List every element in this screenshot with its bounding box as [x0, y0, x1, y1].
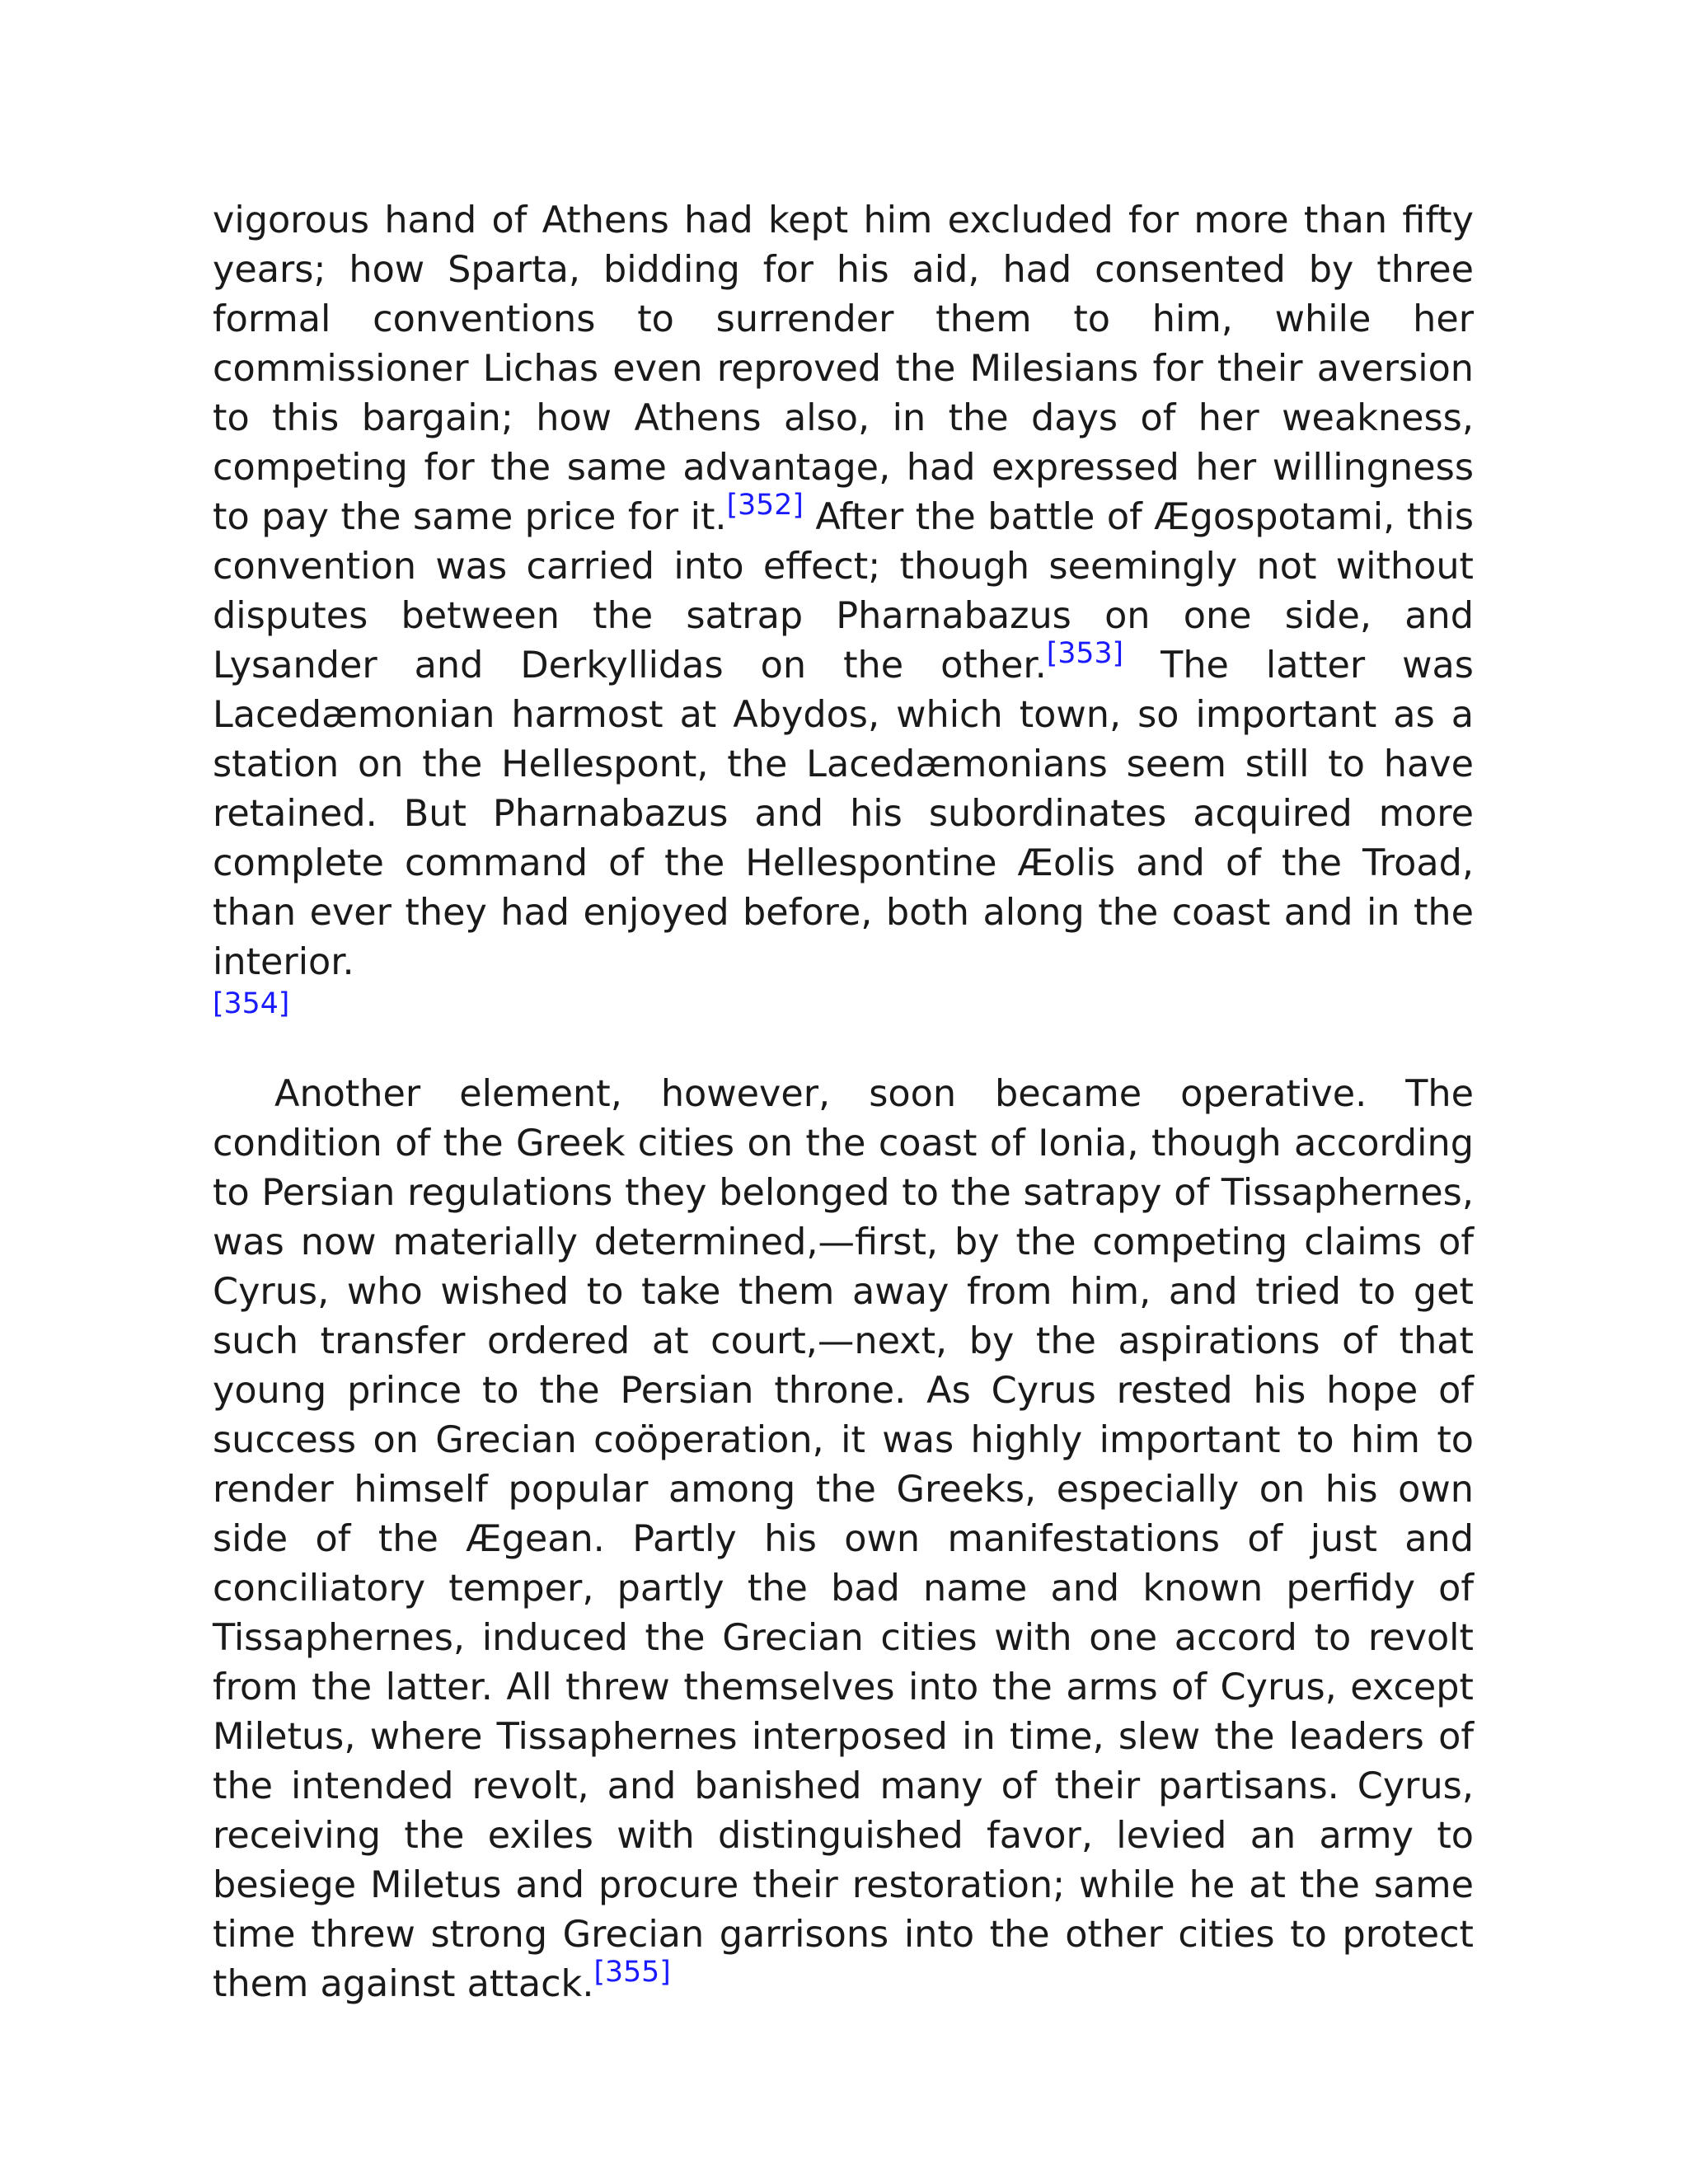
- paragraph-1-text-2: After the battle of Ægospotami, this convention was carried into effect; though seemingly not without disputes between the satrap Pharnabazus on one side, and Lysander and Derkyllidas on the other.: [213, 496, 1474, 687]
- footnote-ref-352[interactable]: [352]: [726, 488, 804, 522]
- paragraph-2: [213, 1070, 1474, 2009]
- footnote-ref-354[interactable]: [354]: [213, 987, 290, 1020]
- document-page: [213, 196, 1474, 2009]
- paragraph-1-text-1: vigorous hand of Athens had kept him excluded for more than fifty years; how Sparta, bidding for his aid, had consented by three formal conventions to surrender them to him, while her commissioner Lichas even reproved the Milesians for their aversion to this bargain; how Athens also, in the days of her weakness, competing for the same advantage, had expressed her willingness to pay the same price for it.: [213, 199, 1474, 538]
- footnote-ref-355[interactable]: [355]: [593, 1955, 671, 1989]
- paragraph-1: [213, 196, 1474, 1020]
- paragraph-1-text-3: The latter was Lacedæmonian harmost at Abydos, which town, so important as a station on the Hellespont, the Lacedæmonians seem still to have retained. But Pharnabazus and his subordinates acquired more complete command of the Hellespontine Æolis and of the Troad, than ever they had enjoyed before, both along the coast and in the interior.: [213, 644, 1474, 983]
- footnote-ref-353[interactable]: [353]: [1046, 636, 1124, 670]
- paragraph-2-text-1: Another element, however, soon became operative. The condition of the Greek cities on the coast of Ionia, though according to Persian regulations they belonged to the satrapy of Tissaphernes, was now materially determined,—first, by the competing claims of Cyrus, who wished to take them away from him, and tried to get such transfer ordered at court,—next, by the aspirations of that young prince to the Persian throne. As Cyrus rested his hope of success on Grecian coöperation, it was highly important to him to render himself popular among the Greeks, especially on his own side of the Ægean. Partly his own manifestations of just and conciliatory temper, partly the bad name and known perfidy of Tissaphernes, induced the Grecian cities with one accord to revolt from the latter. All threw themselves into the arms of Cyrus, except Miletus, where Tissaphernes interposed in time, slew the leaders of the intended revolt, and banished many of their partisans. Cyrus, receiving the exiles with distinguished favor, levied an army to besiege Miletus and procure their restoration; while he at the same time threw strong Grecian garrisons into the other cities to protect them against attack.: [213, 1073, 1474, 2005]
